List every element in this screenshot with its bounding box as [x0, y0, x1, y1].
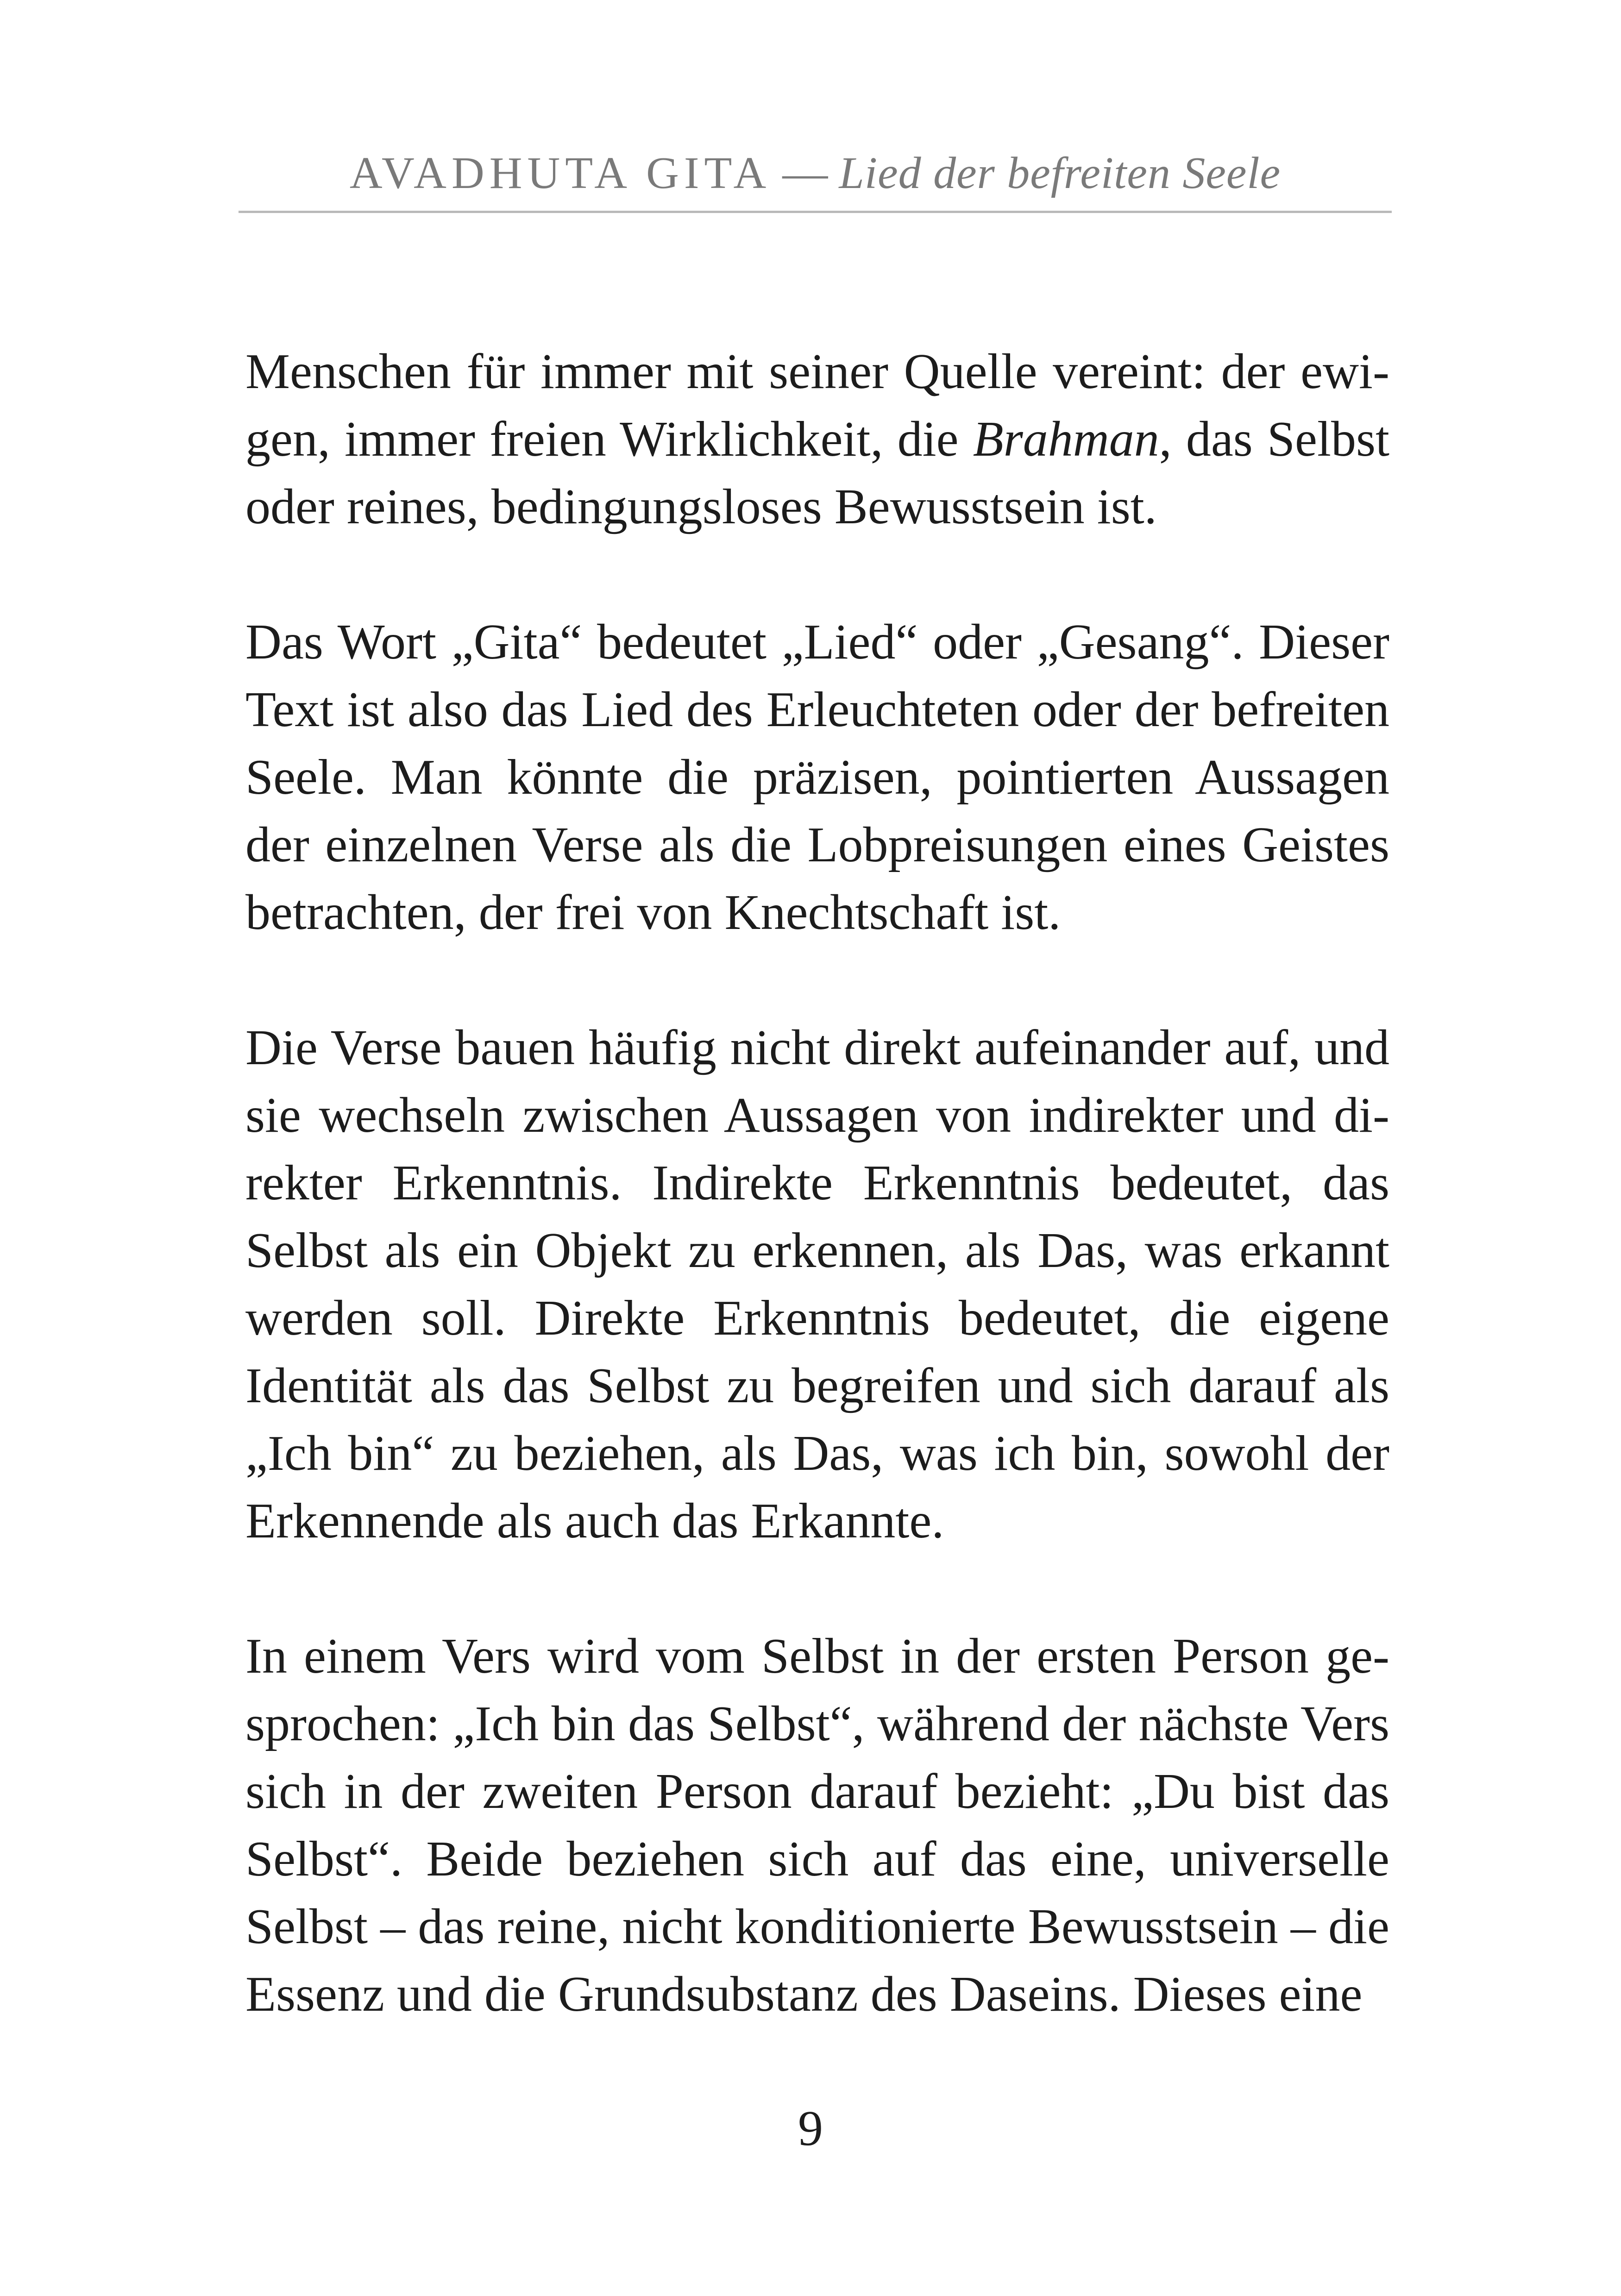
- text-line: Selbst als ein Objekt zu erkennen, als Das, was erkannt: [245, 1223, 1389, 1278]
- text-line: oder reines, bedingungsloses Bewusstsein ist.: [245, 479, 1157, 534]
- page-number: 9: [798, 2101, 823, 2156]
- running-header: [239, 147, 1392, 199]
- text-line: „Ich bin“ zu beziehen, als Das, was ich bin, sowohl der: [245, 1426, 1389, 1481]
- body-text: [245, 338, 1389, 2028]
- paragraph: [245, 609, 1389, 947]
- text-line: Selbst – das reine, nicht konditionierte Bewusstsein – die: [245, 1899, 1389, 1954]
- book-title: AVADHUTA GITA: [349, 148, 772, 198]
- text-line: Erkennende als auch das Erkannte.: [245, 1493, 944, 1549]
- text-line: Das Wort „Gita“ bedeutet „Lied“ oder „Gesang“. Dieser: [245, 615, 1389, 670]
- text-line: Die Verse bauen häufig nicht direkt aufeinander auf, und: [245, 1020, 1389, 1075]
- text-line: Menschen für immer mit seiner Quelle vereint: der ewi-: [245, 344, 1389, 399]
- text-line: Text ist also das Lied des Erleuchteten oder der befreiten: [245, 682, 1389, 737]
- header-separator: —: [782, 148, 828, 198]
- text-line: Seele. Man könnte die präzisen, pointierten Aussagen: [245, 750, 1389, 805]
- text-line: Selbst“. Beide beziehen sich auf das eine, universelle: [245, 1832, 1389, 1887]
- text-line: sprochen: „Ich bin das Selbst“, während der nächste Vers: [245, 1696, 1389, 1751]
- header-rule: [239, 211, 1392, 213]
- text-line: gen, immer freien Wirklichkeit, die Brahman, das Selbst: [245, 412, 1389, 467]
- text-line: sich in der zweiten Person darauf bezieht: „Du bist das: [245, 1764, 1389, 1819]
- text-line: der einzelnen Verse als die Lobpreisungen eines Geistes: [245, 817, 1389, 872]
- paragraph: [245, 1014, 1389, 1555]
- text-line: sie wechseln zwischen Aussagen von indirekter und di-: [245, 1088, 1389, 1143]
- text-line: In einem Vers wird vom Selbst in der ersten Person ge-: [245, 1629, 1389, 1684]
- paragraph: [245, 338, 1389, 541]
- text-line: betrachten, der frei von Knechtschaft ist.: [245, 885, 1061, 940]
- text-line: werden soll. Direkte Erkenntnis bedeutet, die eigene: [245, 1291, 1389, 1346]
- book-subtitle: Lied der befreiten Seele: [839, 148, 1281, 198]
- paragraph: [245, 1623, 1389, 2028]
- emphasized-term: Brahman: [973, 412, 1159, 467]
- text-line: Essenz und die Grundsubstanz des Daseins. Dieses eine: [245, 1967, 1363, 2022]
- text-line: rekter Erkenntnis. Indirekte Erkenntnis bedeutet, das: [245, 1155, 1389, 1211]
- text-line: Identität als das Selbst zu begreifen und sich darauf als: [245, 1358, 1389, 1413]
